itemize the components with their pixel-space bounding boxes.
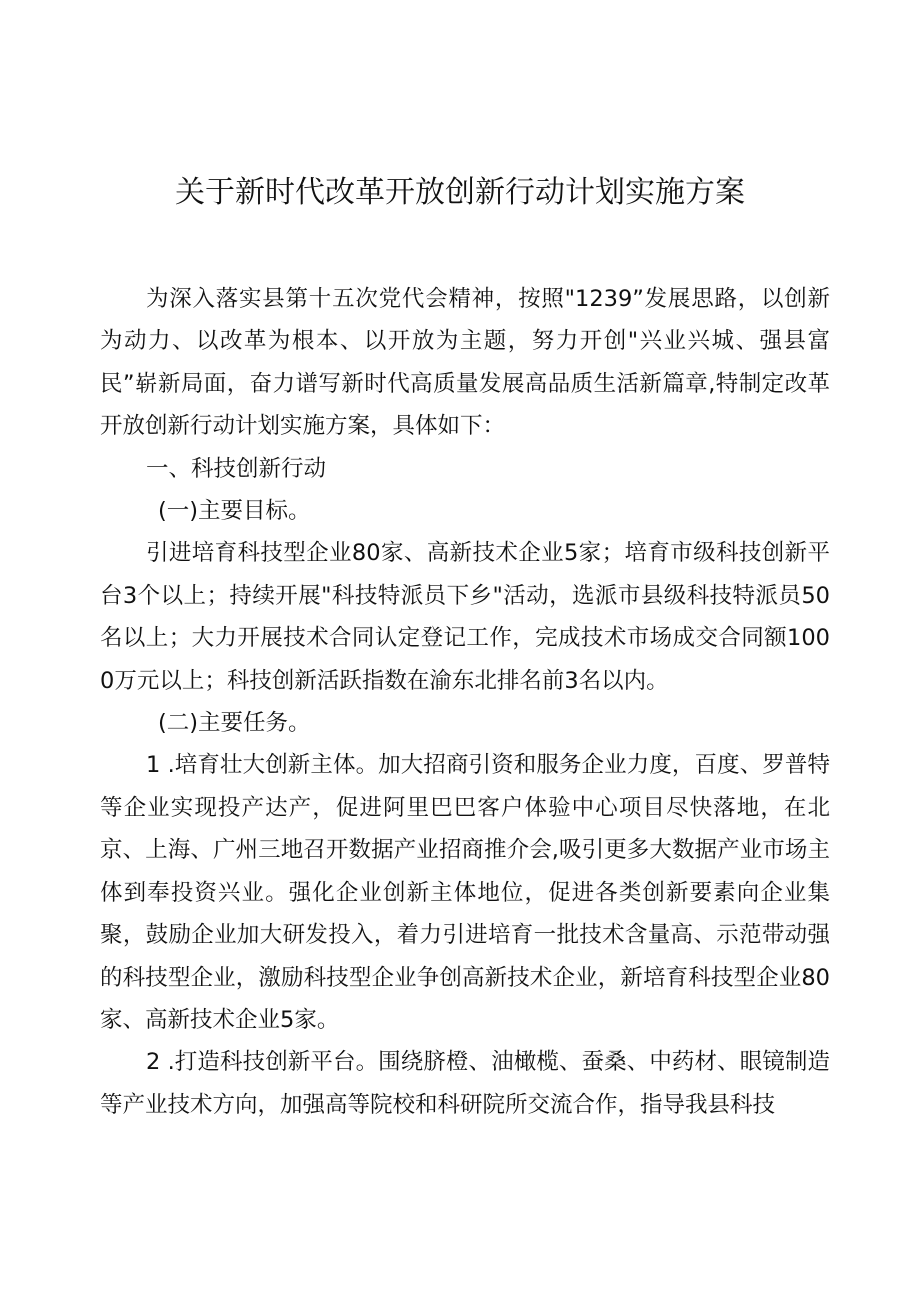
- task-1-paragraph: 1 .培育壮大创新主体。加大招商引资和服务企业力度，百度、罗普特等企业实现投产达产，促进阿里巴巴客户体验中心项目尽快落地，在北京、上海、广州三地召开数据产业招商推介会,吸引更多大数据产业市场主体到奉投资兴业。强化企业创新主体地位，促进各类创新要素向企业集聚，鼓励企业加大研发投入，着力引进培育一批技术含量高、示范带动强的科技型企业，激励科技型企业争创高新技术企业，新培育科技型企业80家、高新技术企业5家。: [100, 752, 830, 1033]
- subheading-main-goals: (一)主要目标。: [158, 498, 311, 525]
- task-2-paragraph: 2 .打造科技创新平台。围绕脐橙、油橄榄、蚕桑、中药材、眼镜制造等产业技术方向，加强高等院校和科研院所交流合作，指导我县科技: [100, 1049, 830, 1118]
- document-body: [100, 278, 830, 1126]
- section-heading-tech-innovation: 一、科技创新行动: [146, 455, 327, 482]
- goals-paragraph: 引进培育科技型企业80家、高新技术企业5家；培育市级科技创新平台3个以上；持续开展"科技特派员下乡"活动，选派市县级科技特派员50名以上；大力开展技术合同认定登记工作，完成技术市场成交合同额1000万元以上；科技创新活跃指数在渝东北排名前3名以内。: [100, 540, 830, 694]
- document-title: 关于新时代改革开放创新行动计划实施方案: [175, 175, 745, 210]
- intro-paragraph: 为深入落实县第十五次党代会精神，按照"1239”发展思路，以创新为动力、以改革为根本、以开放为主题，努力开创"兴业兴城、强县富民”崭新局面，奋力谱写新时代高质量发展高品质生活新篇章,特制定改革开放创新行动计划实施方案，具体如下：: [100, 286, 830, 440]
- subheading-main-tasks: (二)主要任务。: [158, 710, 311, 737]
